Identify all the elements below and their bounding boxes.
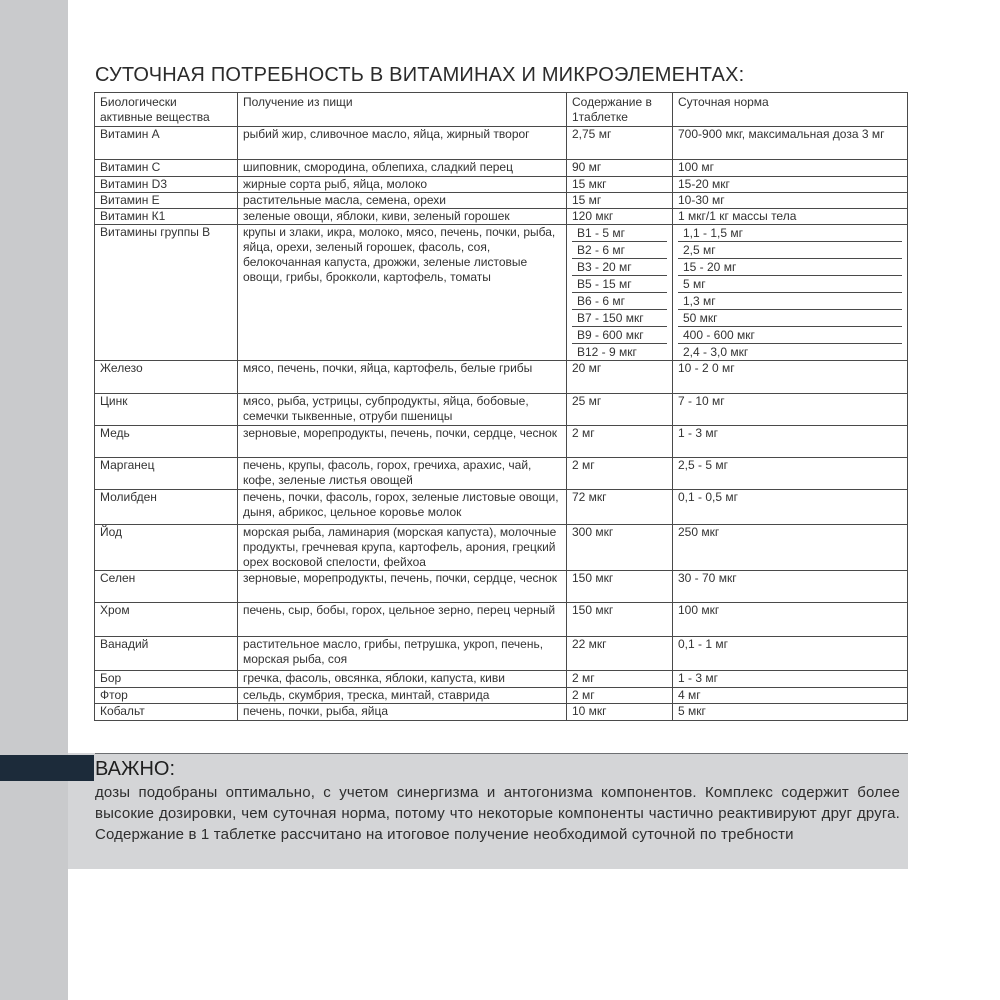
table-row: [95, 209, 908, 225]
left-side-strip: [0, 0, 68, 1000]
cell-norm: 250 мкг: [673, 525, 908, 571]
cell-food: растительное масло, грибы, петрушка, укроп, печень, морская рыба, соя: [238, 637, 567, 671]
b-content-item: В2 - 6 мг: [572, 241, 667, 258]
vitamin-table: [94, 92, 908, 721]
b-content-item: В3 - 20 мг: [572, 258, 667, 275]
cell-norm-stack: [673, 225, 908, 361]
cell-food: сельдь, скумбрия, треска, минтай, ставрида: [238, 688, 567, 704]
b-content-item: В5 - 15 мг: [572, 275, 667, 292]
header-food: Получение из пищи: [238, 93, 567, 127]
b-norm-item: 2,5 мг: [678, 241, 902, 258]
table-row: [95, 603, 908, 637]
table-row: [95, 361, 908, 394]
cell-content: 2 мг: [567, 426, 673, 458]
cell-norm: 10 - 2 0 мг: [673, 361, 908, 394]
cell-food: мясо, печень, почки, яйца, картофель, белые грибы: [238, 361, 567, 394]
cell-food: гречка, фасоль, овсянка, яблоки, капуста, киви: [238, 671, 567, 688]
cell-norm: 15-20 мкг: [673, 177, 908, 193]
table-row: [95, 394, 908, 426]
page-title: СУТОЧНАЯ ПОТРЕБНОСТЬ В ВИТАМИНАХ И МИКРОЭЛЕМЕНТАХ:: [95, 64, 745, 86]
table-row: [95, 688, 908, 704]
b-norm-item: 50 мкг: [678, 309, 902, 326]
cell-food: печень, почки, фасоль, горох, зеленые листовые овощи, дыня, абрикос, цельное коровье молок: [238, 490, 567, 525]
cell-substance: Ванадий: [95, 637, 238, 671]
header-content: Содержание в 1таблетке: [567, 93, 673, 127]
cell-substance: Витамин D3: [95, 177, 238, 193]
cell-food: морская рыба, ламинария (морская капуста), молочные продукты, гречневая крупа, картофель, арония, грецкий орех восковой спелости, фейхоа: [238, 525, 567, 571]
cell-norm: 1 мкг/1 кг массы тела: [673, 209, 908, 225]
table-body-minerals: [95, 361, 908, 721]
cell-content: 15 мкг: [567, 177, 673, 193]
table-row: [95, 490, 908, 525]
cell-norm: 1 - 3 мг: [673, 426, 908, 458]
cell-norm: 30 - 70 мкг: [673, 571, 908, 603]
cell-content: 20 мг: [567, 361, 673, 394]
cell-norm: 700-900 мкг, максимальная доза 3 мг: [673, 127, 908, 160]
cell-substance: Молибден: [95, 490, 238, 525]
cell-substance: Железо: [95, 361, 238, 394]
table-row: [95, 127, 908, 160]
b-content-item: В9 - 600 мкг: [572, 326, 667, 343]
table-row: [95, 637, 908, 671]
cell-substance: Марганец: [95, 458, 238, 490]
table-row: [95, 177, 908, 193]
cell-content: 120 мкг: [567, 209, 673, 225]
table-row: [95, 193, 908, 209]
cell-food: зерновые, морепродукты, печень, почки, сердце, чеснок: [238, 571, 567, 603]
cell-substance: Цинк: [95, 394, 238, 426]
cell-food: печень, крупы, фасоль, горох, гречиха, арахис, чай, кофе, зеленые листья овощей: [238, 458, 567, 490]
b-norm-item: 1,1 - 1,5 мг: [683, 226, 743, 240]
cell-food: рыбий жир, сливочное масло, яйца, жирный творог: [238, 127, 567, 160]
table-row: [95, 458, 908, 490]
b-content-item: В1 - 5 мг: [577, 226, 625, 240]
cell-norm: 7 - 10 мг: [673, 394, 908, 426]
cell-substance: Витамин А: [95, 127, 238, 160]
cell-content: 2 мг: [567, 688, 673, 704]
cell-content: 72 мкг: [567, 490, 673, 525]
cell-content: 2 мг: [567, 671, 673, 688]
table-row: [95, 704, 908, 721]
cell-content: 90 мг: [567, 160, 673, 177]
cell-content: 150 мкг: [567, 571, 673, 603]
cell-norm: 100 мкг: [673, 603, 908, 637]
cell-substance: Бор: [95, 671, 238, 688]
table-body-group-b: [95, 225, 908, 361]
table-row: [95, 671, 908, 688]
cell-substance: Селен: [95, 571, 238, 603]
cell-content: 25 мг: [567, 394, 673, 426]
cell-norm: 1 - 3 мг: [673, 671, 908, 688]
cell-content: 300 мкг: [567, 525, 673, 571]
cell-norm: 100 мг: [673, 160, 908, 177]
table-row: [95, 525, 908, 571]
important-accent-tab: [0, 755, 94, 781]
cell-food: мясо, рыба, устрицы, субпродукты, яйца, бобовые, семечки тыквенные, отруби пшеницы: [238, 394, 567, 426]
cell-food: зеленые овощи, яблоки, киви, зеленый горошек: [238, 209, 567, 225]
cell-content: 22 мкг: [567, 637, 673, 671]
cell-content: 2,75 мг: [567, 127, 673, 160]
cell-substance: Кобальт: [95, 704, 238, 721]
cell-norm: 0,1 - 1 мг: [673, 637, 908, 671]
b-content-item: В7 - 150 мкг: [572, 309, 667, 326]
cell-norm: 4 мг: [673, 688, 908, 704]
cell-substance: Фтор: [95, 688, 238, 704]
cell-substance: Витамин К1: [95, 209, 238, 225]
table-header-row: [95, 93, 908, 127]
table-row: [95, 225, 908, 361]
cell-norm: 5 мкг: [673, 704, 908, 721]
cell-substance: Витамины группы В: [95, 225, 238, 361]
cell-content: 2 мг: [567, 458, 673, 490]
important-divider: [95, 753, 908, 754]
cell-content: 150 мкг: [567, 603, 673, 637]
cell-food: печень, почки, рыба, яйца: [238, 704, 567, 721]
table-body-vitamins: [95, 127, 908, 225]
cell-food: жирные сорта рыб, яйца, молоко: [238, 177, 567, 193]
cell-content-stack: [567, 225, 673, 361]
important-title: ВАЖНО:: [95, 758, 176, 780]
b-norm-item: 15 - 20 мг: [678, 258, 902, 275]
table-row: [95, 426, 908, 458]
cell-food: крупы и злаки, икра, молоко, мясо, печень, почки, рыба, яйца, орехи, зеленый горошек, фасоль, соя, белокочанная капуста, дрожжи, зеленые листовые овощи, грибы, брокколи, картофель, томаты: [238, 225, 567, 361]
important-text: дозы подобраны оптимально, с учетом синергизма и антогонизма компонентов. Комплекс содержит более высокие дозировки, чем суточная норма, потому что некоторые компоненты частично реактивируют друг друга. Содержание в 1 таблетке рассчитано на итоговое получение необходимой суточной по требности: [95, 784, 900, 843]
b-norm-item: 400 - 600 мкг: [678, 326, 902, 343]
b-norm-item: 5 мг: [678, 275, 902, 292]
header-norm: Суточная норма: [673, 93, 908, 127]
cell-substance: Витамин С: [95, 160, 238, 177]
cell-content: 15 мг: [567, 193, 673, 209]
header-substance: Биологически активные вещества: [95, 93, 238, 127]
b-norm-item: 2,4 - 3,0 мкг: [678, 343, 902, 360]
cell-food: печень, сыр, бобы, горох, цельное зерно, перец черный: [238, 603, 567, 637]
cell-substance: Хром: [95, 603, 238, 637]
cell-substance: Медь: [95, 426, 238, 458]
cell-content: 10 мкг: [567, 704, 673, 721]
cell-norm: 10-30 мг: [673, 193, 908, 209]
b-content-item: В12 - 9 мкг: [572, 343, 667, 360]
cell-food: шиповник, смородина, облепиха, сладкий перец: [238, 160, 567, 177]
b-content-item: В6 - 6 мг: [572, 292, 667, 309]
table-row: [95, 571, 908, 603]
cell-substance: Йод: [95, 525, 238, 571]
cell-norm: 0,1 - 0,5 мг: [673, 490, 908, 525]
cell-food: растительные масла, семена, орехи: [238, 193, 567, 209]
cell-food: зерновые, морепродукты, печень, почки, сердце, чеснок: [238, 426, 567, 458]
cell-norm: 2,5 - 5 мг: [673, 458, 908, 490]
cell-substance: Витамин Е: [95, 193, 238, 209]
table-row: [95, 160, 908, 177]
b-norm-item: 1,3 мг: [678, 292, 902, 309]
